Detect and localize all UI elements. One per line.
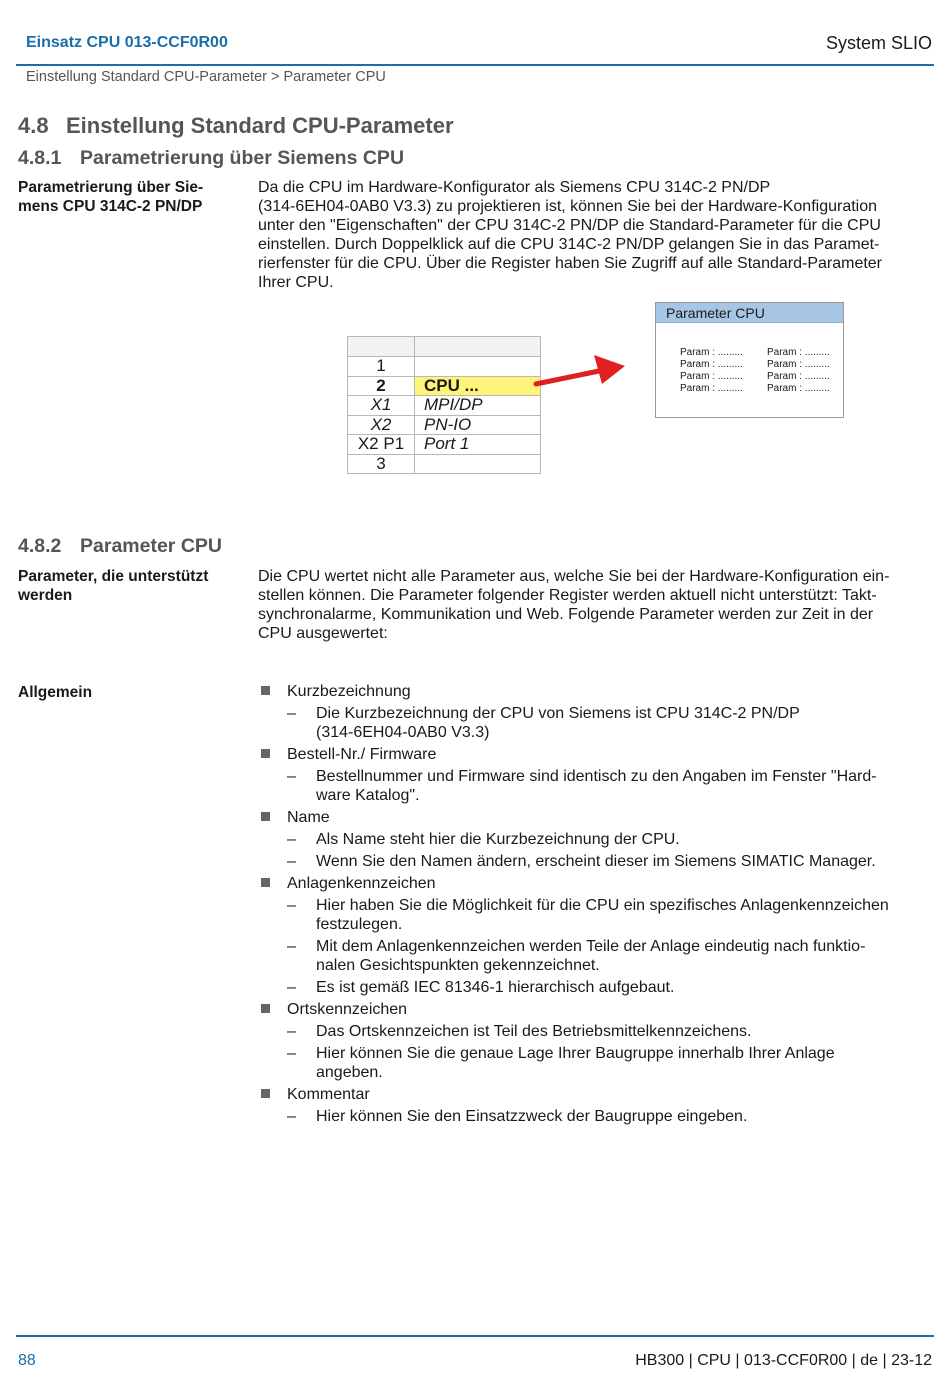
list-item xyxy=(258,874,930,893)
slot-cell: X1 xyxy=(348,396,415,416)
margin-label-line: Parametrierung über Sie- xyxy=(18,179,204,196)
sub-list-line: Mit dem Anlagenkennzeichen werden Teile der Anlage eindeutig nach funktio- xyxy=(316,938,866,955)
paragraph-line: CPU ausgewertet: xyxy=(258,625,388,642)
slot-cell: 1 xyxy=(348,357,415,377)
list-item xyxy=(258,1000,930,1019)
square-bullet-icon xyxy=(261,878,270,887)
header-divider xyxy=(16,64,934,66)
dash-bullet-icon: – xyxy=(287,897,296,914)
module-cell: Port 1 xyxy=(415,435,541,455)
margin-label-siemens-cpu xyxy=(18,178,243,216)
module-cell: PN-IO xyxy=(415,415,541,435)
document-id: HB300 | CPU | 013-CCF0R00 | de | 23-12 xyxy=(635,1352,932,1369)
table-row xyxy=(348,435,541,455)
dash-bullet-icon: – xyxy=(287,979,296,996)
paragraph-line: stellen können. Die Parameter folgender Register werden aktuell nicht unterstützt: Takt- xyxy=(258,587,877,604)
subsection-title-2: Parameter CPU xyxy=(80,535,222,557)
module-cell-cpu: CPU ... xyxy=(415,376,541,396)
module-cell xyxy=(415,357,541,377)
section-number: 4.8 xyxy=(18,113,49,138)
section-heading xyxy=(18,113,454,139)
slot-cell: 2 xyxy=(348,376,415,396)
sub-list-item xyxy=(258,978,930,997)
subsection-heading-1 xyxy=(18,147,404,170)
list-item xyxy=(258,682,930,701)
slot-cell: X2 xyxy=(348,415,415,435)
margin-label-supported-params xyxy=(18,567,243,605)
sub-list-line: angeben. xyxy=(316,1064,383,1081)
square-bullet-icon xyxy=(261,749,270,758)
dash-bullet-icon: – xyxy=(287,1045,296,1062)
margin-label-line: werden xyxy=(18,587,73,604)
subsection-number-1: 4.8.1 xyxy=(18,147,62,169)
sub-list-line: Bestellnummer und Firmware sind identisch zu den Angaben im Fenster "Hard- xyxy=(316,768,877,785)
paragraph-line: einstellen. Durch Doppelklick auf die CPU 314C-2 PN/DP gelangen Sie in das Paramet- xyxy=(258,236,880,253)
table-row xyxy=(348,415,541,435)
sub-list-item xyxy=(258,767,930,805)
subsection-heading-2 xyxy=(18,535,222,558)
sub-list-item xyxy=(258,1107,930,1126)
parameter-cpu-window xyxy=(655,302,844,418)
sub-list-item xyxy=(258,852,930,871)
margin-label-line: mens CPU 314C-2 PN/DP xyxy=(18,198,203,215)
square-bullet-icon xyxy=(261,812,270,821)
module-cell xyxy=(415,454,541,474)
list-item-title: Anlagenkennzeichen xyxy=(287,875,436,892)
paragraph-line: rierfenster für die CPU. Über die Register haben Sie Zugriff auf alle Standard-Parameter xyxy=(258,255,883,272)
list-item xyxy=(258,808,930,827)
sub-list-item xyxy=(258,830,930,849)
slot-cell: 3 xyxy=(348,454,415,474)
dash-bullet-icon: – xyxy=(287,1023,296,1040)
sub-list-line: ware Katalog". xyxy=(316,787,420,804)
dash-bullet-icon: – xyxy=(287,938,296,955)
sub-list-item xyxy=(258,1022,930,1041)
table-row-selected xyxy=(348,376,541,396)
subsection-number-2: 4.8.2 xyxy=(18,535,62,557)
sub-list-line: (314-6EH04-0AB0 V3.3) xyxy=(316,724,490,741)
param-cell: Param : ......... xyxy=(767,383,830,394)
header-product-name: System SLIO xyxy=(825,33,932,53)
square-bullet-icon xyxy=(261,686,270,695)
slot-cell: X2 P1 xyxy=(348,435,415,455)
paragraph-line: Da die CPU im Hardware-Konfigurator als Siemens CPU 314C-2 PN/DP xyxy=(258,179,771,196)
param-cell: Param : ......... xyxy=(680,383,743,394)
sub-list-line: Wenn Sie den Namen ändern, erscheint dieser im Siemens SIMATIC Manager. xyxy=(316,853,876,870)
param-cell: Param : ......... xyxy=(680,359,743,370)
sub-list-line: Das Ortskennzeichen ist Teil des Betriebsmittelkennzeichens. xyxy=(316,1023,752,1040)
paragraph-line: (314-6EH04-0AB0 V3.3) zu projektieren ist, können Sie bei der Hardware-Konfiguration xyxy=(258,198,878,215)
margin-label-line: Parameter, die unterstützt xyxy=(18,568,209,585)
sub-list-line: Hier können Sie den Einsatzzweck der Baugruppe eingeben. xyxy=(316,1108,748,1125)
sub-list-line: Es ist gemäß IEC 81346-1 hierarchisch aufgebaut. xyxy=(316,979,675,996)
section-title: Einstellung Standard CPU-Parameter xyxy=(66,113,454,138)
table-cell xyxy=(415,337,541,357)
sub-list-item xyxy=(258,1044,930,1082)
parameter-window-title: Parameter CPU xyxy=(656,303,843,323)
header-chapter-title: Einsatz CPU 013-CCF0R00 xyxy=(26,34,228,51)
param-cell: Param : ......... xyxy=(767,347,830,358)
paragraph-line: Die CPU wertet nicht alle Parameter aus, welche Sie bei der Hardware-Konfiguration ein- xyxy=(258,568,890,585)
dash-bullet-icon: – xyxy=(287,853,296,870)
margin-label-allgemein: Allgemein xyxy=(18,684,93,701)
param-cell: Param : ......... xyxy=(767,359,830,370)
list-item-title: Name xyxy=(287,809,330,826)
table-row xyxy=(348,396,541,416)
sub-list-item xyxy=(258,896,930,934)
param-cell: Param : ......... xyxy=(680,347,743,358)
list-item-title: Bestell-Nr./ Firmware xyxy=(287,746,437,763)
subsection-title-1: Parametrierung über Siemens CPU xyxy=(80,147,405,169)
sub-list-line: Hier können Sie die genaue Lage Ihrer Baugruppe innerhalb Ihrer Anlage xyxy=(316,1045,835,1062)
red-arrow-icon xyxy=(530,350,630,392)
dash-bullet-icon: – xyxy=(287,705,296,722)
table-header-row xyxy=(348,337,541,357)
param-cell: Param : ......... xyxy=(767,371,830,382)
paragraph-siemens-cpu xyxy=(258,178,930,292)
module-cell: MPI/DP xyxy=(415,396,541,416)
paragraph-parameter-cpu xyxy=(258,567,930,643)
paragraph-line: Ihrer CPU. xyxy=(258,274,334,291)
sub-list-line: festzulegen. xyxy=(316,916,403,933)
dash-bullet-icon: – xyxy=(287,768,296,785)
list-item-title: Kommentar xyxy=(287,1086,370,1103)
list-item xyxy=(258,1085,930,1104)
page-number: 88 xyxy=(18,1352,36,1369)
breadcrumb: Einstellung Standard CPU-Parameter > Parameter CPU xyxy=(26,69,386,85)
paragraph-line: unter den "Eigenschaften" der CPU 314C-2 PN/DP die Standard-Parameter für die CPU xyxy=(258,217,881,234)
dash-bullet-icon: – xyxy=(287,831,296,848)
allgemein-list xyxy=(258,682,930,1129)
sub-list-line: nalen Gesichtspunkten gekennzeichnet. xyxy=(316,957,600,974)
paragraph-line: synchronalarme, Kommunikation und Web. Folgende Parameter werden zur Zeit in der xyxy=(258,606,874,623)
sub-list-item xyxy=(258,704,930,742)
sub-list-item xyxy=(258,937,930,975)
square-bullet-icon xyxy=(261,1089,270,1098)
dash-bullet-icon: – xyxy=(287,1108,296,1125)
table-row xyxy=(348,357,541,377)
list-item-title: Ortskennzeichen xyxy=(287,1001,408,1018)
list-item xyxy=(258,745,930,764)
table-cell xyxy=(348,337,415,357)
table-row xyxy=(348,454,541,474)
sub-list-line: Die Kurzbezeichnung der CPU von Siemens ist CPU 314C-2 PN/DP xyxy=(316,705,800,722)
param-cell: Param : ......... xyxy=(680,371,743,382)
sub-list-line: Als Name steht hier die Kurzbezeichnung der CPU. xyxy=(316,831,680,848)
parameter-grid xyxy=(680,348,847,395)
hardware-config-table xyxy=(347,336,541,474)
list-item-title: Kurzbezeichnung xyxy=(287,683,411,700)
square-bullet-icon xyxy=(261,1004,270,1013)
sub-list-line: Hier haben Sie die Möglichkeit für die CPU ein spezifisches Anlagenkennzeichen xyxy=(316,897,889,914)
footer-divider xyxy=(16,1335,934,1337)
